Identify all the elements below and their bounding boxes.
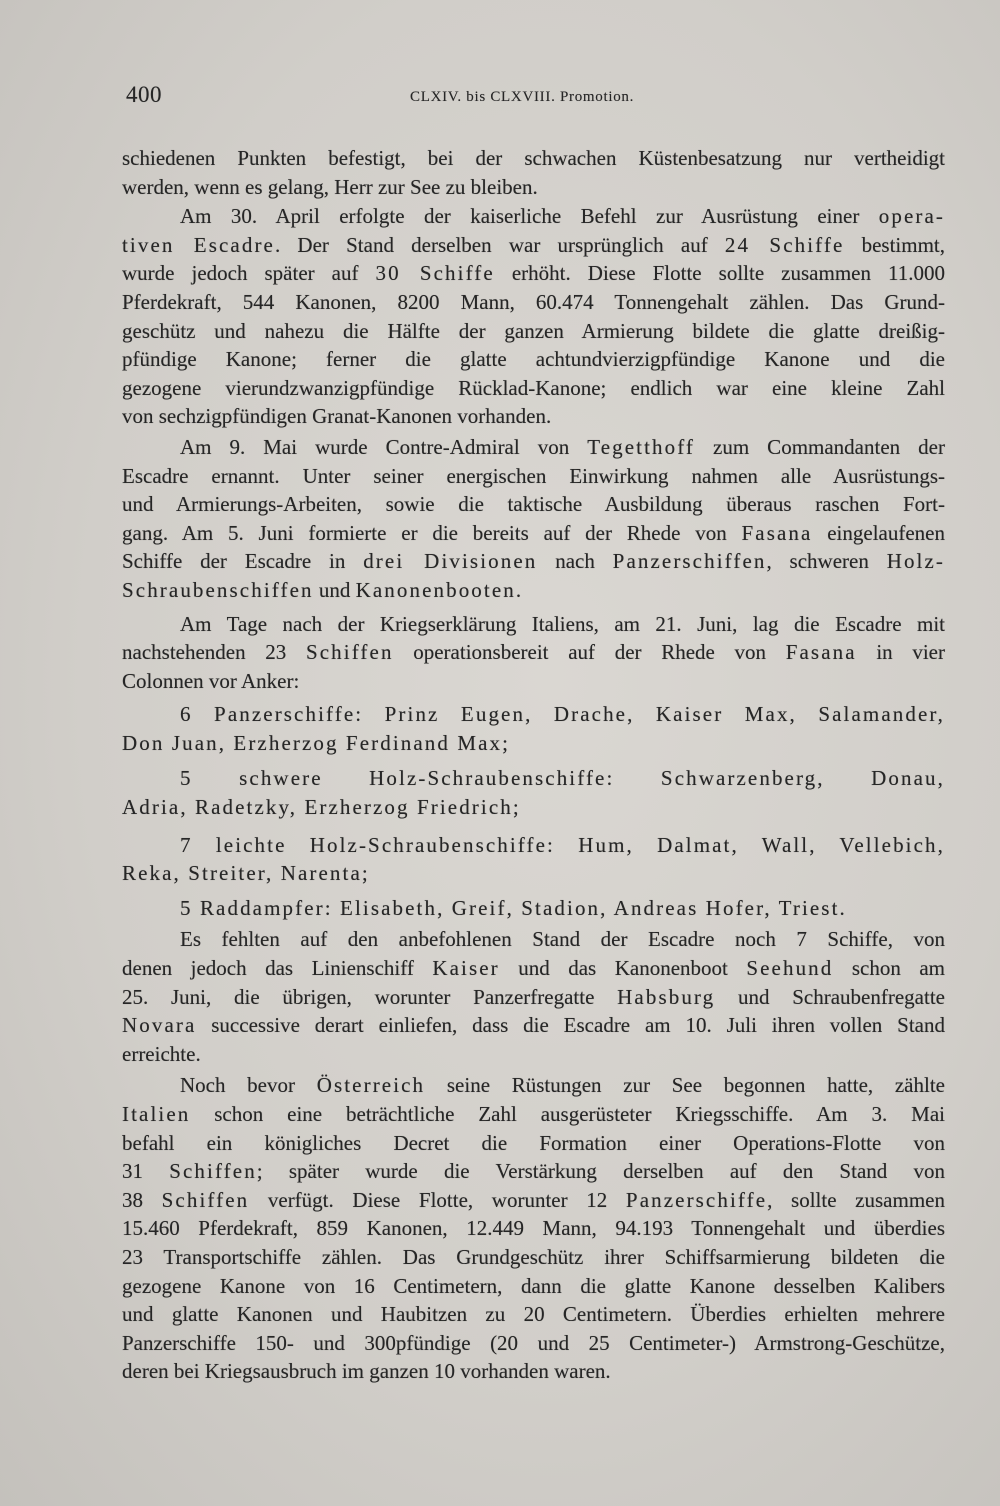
text-run: . Der Stand derselben war ursprünglich auf [274,232,725,257]
emphasized-text: Habsburg [617,984,716,1009]
text-run: von sechzigpfündigen Granat-Kanonen vorhanden. [122,404,552,429]
text-line [122,433,945,462]
text-run: Es fehlten auf den anbefohlenen Stand der Escadre noch 7 Schiffe, von [180,927,945,952]
paragraph [122,831,945,888]
text-line [122,519,945,548]
text-line [122,490,945,519]
emphasized-text: Seehund [746,956,834,981]
text-run: und das Kanonenboot [499,956,747,981]
text-run: 23 Transportschiffe zählen. Das Grundgeschütz ihrer Schiffsarmierung bildeten die [122,1244,945,1269]
text-run: bestimmt, [844,232,946,257]
text-run: Pferdekraft, 544 Kanonen, 8200 Mann, 60.474 Tonnengehalt zählen. Das Grund- [122,289,945,314]
text-line [122,317,945,346]
text-line [122,259,945,288]
emphasized-text: Schraubenschiffen [122,577,314,602]
text-line [122,831,945,860]
text-run: Am 30. April erfolgte der kaiserliche Befehl zur Ausrüstung einer [180,204,879,229]
text-line [122,1300,945,1329]
emphasized-text: Italien [122,1102,191,1126]
page-body [122,144,945,1386]
text-run: , schweren [766,549,887,574]
text-run: befahl ein königliches Decret die Formation einer Operations-Flotte von [122,1130,945,1155]
text-line [122,402,945,431]
text-line [122,144,945,173]
emphasized-text: Tegetthoff [587,434,696,459]
text-run: 25. Juni, die übrigen, worunter Panzerfregatte [122,984,618,1009]
emphasized-text: Adria, Radetzky, Erzherzog Friedrich; [122,795,521,820]
text-run: werden, wenn es gelang, Herr zur See zu bleiben. [122,174,538,199]
emphasized-text: Panzerschiffe [625,1187,768,1212]
running-title: CLXIV. bis CLXVIII. Promotion. [410,89,635,105]
text-line [122,1243,945,1272]
emphasized-text: Schiffen [169,1159,257,1184]
emphasized-text: Don Juan, Erzherzog Ferdinand Max; [122,730,511,755]
emphasized-text: Panzerschiffen [612,549,767,574]
text-run: wurde jedoch später auf [122,261,376,286]
text-run: und Armierungs-Arbeiten, sowie die taktische Ausbildung überaus raschen Fort- [122,492,945,517]
text-line [122,173,945,202]
text-run: . [515,577,522,602]
paragraph [122,700,945,757]
text-run: und Schraubenfregatte [715,984,945,1009]
text-line [122,1157,945,1186]
text-run: nachstehenden 23 [122,640,306,665]
text-line [122,793,945,822]
paragraph [122,894,945,923]
text-line [122,925,945,954]
emphasized-text: 6 Panzerschiffe: Prinz Eugen, Drache, Kaiser Max, Salamander, [180,702,945,727]
text-run: denen jedoch das Linienschiff [122,956,433,981]
text-run: 15.460 Pferdekraft, 859 Kanonen, 12.449 Mann, 94.193 Tonnengehalt und überdies [122,1216,945,1241]
emphasized-text: Reka, Streiter, Narenta; [122,861,370,886]
emphasized-text: drei Divisionen [363,549,538,574]
text-run: seine Rüstungen zur See begonnen hatte, zählte [425,1073,945,1098]
emphasized-text: 30 Schiffe [375,261,495,286]
text-run: gang. Am 5. Juni formierte er die bereits auf der Rhede von [122,520,742,545]
emphasized-text: Schiffen [305,640,394,665]
text-line [122,1214,945,1243]
text-line [122,374,945,403]
text-line [122,1129,945,1158]
text-line [122,667,945,696]
text-run: eingelaufenen [812,520,945,545]
text-line [122,1011,945,1040]
emphasized-text: Novara [122,1013,197,1038]
text-run: erhöht. Diese Flotte sollte zusammen 11.000 [494,261,945,286]
emphasized-text: 7 leichte Holz-Schraubenschiffe: Hum, Dalmat, Wall, Vellebich, [180,832,945,857]
text-run: zum Commandanten der [695,434,945,459]
text-run: und glatte Kanonen und Haubitzen zu 20 Centimetern. Überdies erhielten mehrere [122,1302,945,1327]
text-line [122,1100,945,1129]
emphasized-text: Holz- [886,549,946,574]
text-line [122,729,945,758]
text-run: gezogene vierundzwanzigpfündige Rücklad-Kanone; endlich war eine kleine Zahl [122,375,945,400]
paragraph [122,764,945,821]
text-run: Am 9. Mai wurde Contre-Admiral von [180,434,588,459]
text-run: Colonnen vor Anker: [122,668,300,693]
text-run: in vier [856,640,945,665]
text-run: erreichte. [122,1041,201,1066]
text-line [122,894,945,923]
emphasized-text: opera- [878,204,945,229]
text-run: successive derart einliefen, dass die Escadre am 10. Juli ihren vollen Stand [196,1013,945,1038]
paragraph [122,433,945,605]
text-run: gezogene Kanone von 16 Centimetern, dann die glatte Kanone desselben Kalibers [122,1273,945,1298]
text-run: schon eine beträchtliche Zahl ausgerüsteter Kriegsschiffe. Am 3. Mai [190,1102,945,1126]
text-line [122,1071,945,1100]
emphasized-text: Fasana [741,520,813,545]
text-line [122,547,945,576]
text-run: pfündige Kanone; ferner die glatte achtundvierzigpfündige Kanone und die [122,347,945,372]
text-line [122,202,945,231]
text-line [122,345,945,374]
text-run: verfügt. Diese Flotte, worunter 12 [249,1187,626,1212]
emphasized-text: Fasana [785,640,857,665]
emphasized-text: 5 Raddampfer: Elisabeth, Greif, Stadion, Andreas Hofer, Triest. [180,895,847,920]
text-run: Schiffe der Escadre in [122,549,364,574]
text-line [122,638,945,667]
text-line [122,764,945,793]
text-line [122,983,945,1012]
text-run: schiedenen Punkten befestigt, bei der schwachen Küstenbesatzung nur vertheidigt [122,146,945,170]
emphasized-text: 24 Schiffe [724,232,845,257]
text-line [122,700,945,729]
emphasized-text: tiven Escadre [122,232,275,257]
text-line [122,1329,945,1358]
text-run: schon am [833,956,945,981]
text-run: 38 [122,1187,162,1212]
paragraph [122,202,945,431]
text-line [122,610,945,639]
text-run: Escadre ernannt. Unter seiner energischen Einwirkung nahmen alle Ausrüstungs- [122,463,945,488]
text-line [122,231,945,260]
emphasized-text: Schiffen [161,1187,250,1212]
text-run: und [313,577,356,602]
text-run: ; später wurde die Verstärkung derselben auf den Stand von [256,1159,945,1184]
emphasized-text: Kanonenbooten [355,577,516,602]
emphasized-text: 5 schwere Holz-Schraubenschiffe: Schwarzenberg, Donau, [180,766,945,791]
text-run: operationsbereit auf der Rhede von [393,640,786,665]
text-line [122,1357,945,1386]
text-run: geschütz und nahezu die Hälfte der ganzen Armierung bildete die glatte dreißig- [122,318,945,343]
paragraph [122,144,945,201]
text-line [122,954,945,983]
text-line [122,859,945,888]
text-line [122,1186,945,1215]
page-number: 400 [126,82,162,107]
text-line [122,462,945,491]
text-run: 31 [122,1159,170,1184]
text-run: Panzerschiffe 150- und 300pfündige (20 und 25 Centimeter-) Armstrong-Geschütze, [122,1330,945,1355]
text-run: deren bei Kriegsausbruch im ganzen 10 vorhanden waren. [122,1359,611,1384]
text-run: , sollte zusammen [767,1187,945,1212]
paragraph [122,1071,945,1386]
text-line [122,288,945,317]
text-line [122,1272,945,1301]
emphasized-text: Österreich [316,1073,426,1098]
text-line [122,1040,945,1069]
text-line [122,576,945,605]
paragraph [122,610,945,696]
text-run: Noch bevor [180,1073,317,1098]
emphasized-text: Kaiser [432,956,500,981]
paragraph [122,925,945,1068]
text-run: Am Tage nach der Kriegserklärung Italiens, am 21. Juni, lag die Escadre mit [180,611,945,636]
text-run: nach [537,549,613,574]
